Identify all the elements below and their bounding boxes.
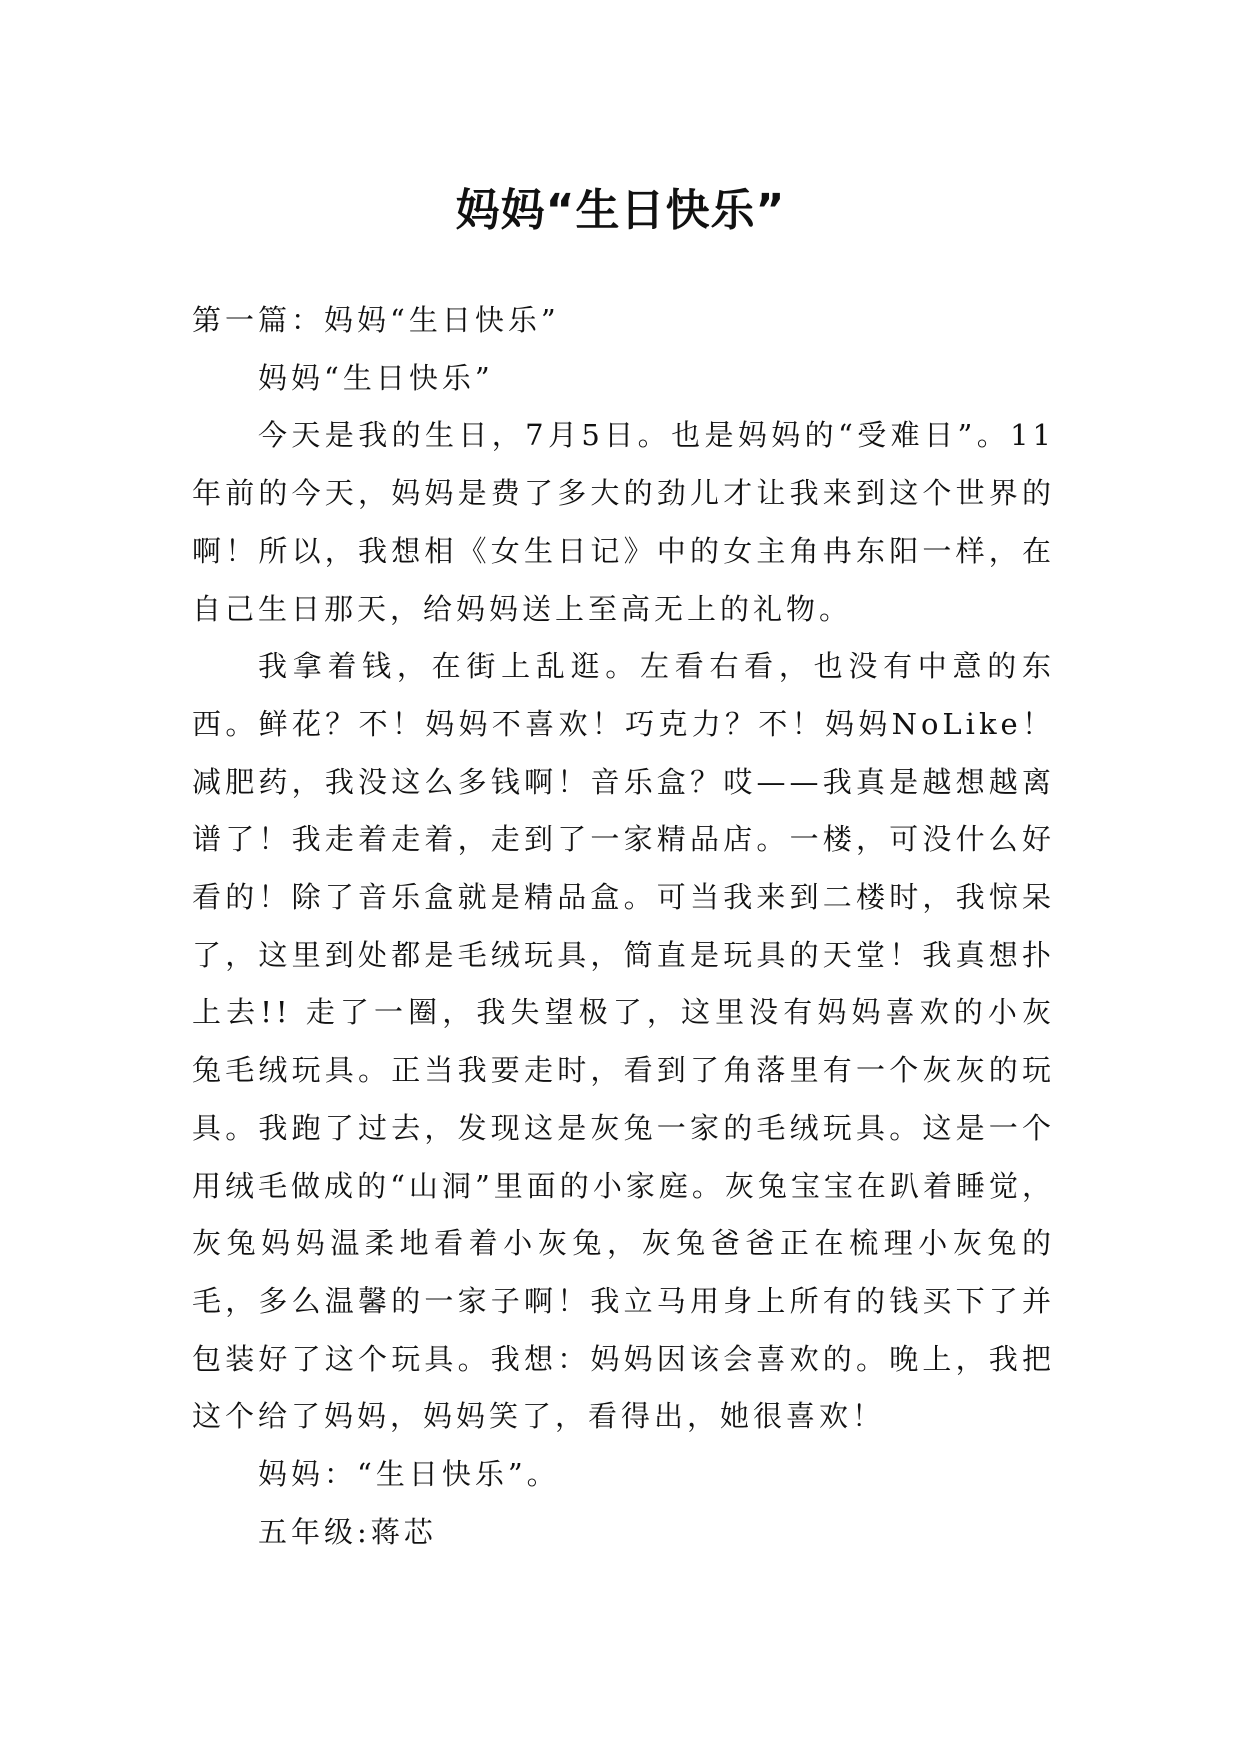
document-body	[192, 292, 1055, 1561]
author-signature: 五年级:蒋芯	[258, 1514, 437, 1549]
paragraph-2: 我拿着钱，在街上乱逛。左看右看，也没有中意的东西。鲜花？不！妈妈不喜欢！巧克力？不！妈妈NoLike！减肥药，我没这么多钱啊！音乐盒？哎——我真是越想越离谱了！我走着走着，走到了一家精品店。一楼，可没什么好看的！除了音乐盒就是精品盒。可当我来到二楼时，我惊呆了，这里到处都是毛绒玩具，简直是玩具的天堂！我真想扑上去!! 走了一圈，我失望极了，这里没有妈妈喜欢的小灰兔毛绒玩具。正当我要走时，看到了角落里有一个灰灰的玩具。我跑了过去，发现这是灰兔一家的毛绒玩具。这是一个用绒毛做成的“山洞”里面的小家庭。灰兔宝宝在趴着睡觉，灰兔妈妈温柔地看着小灰兔，灰兔爸爸正在梳理小灰兔的毛，多么温馨的一家子啊！我立马用身上所有的钱买下了并包装好了这个玩具。我想：妈妈因该会喜欢的。晚上，我把这个给了妈妈，妈妈笑了，看得出，她很喜欢！	[192, 649, 1055, 1434]
paragraph-1: 今天是我的生日，7月5日。也是妈妈的“受难日”。11年前的今天，妈妈是费了多大的劲儿才让我来到这个世界的啊！所以，我想相《女生日记》中的女主角冉东阳一样，在自己生日那天，给妈妈送上至高无上的礼物。	[192, 418, 1055, 626]
essay-subtitle: 妈妈“生日快乐”	[258, 360, 494, 395]
section-heading: 第一篇：妈妈“生日快乐”	[192, 303, 560, 337]
document-title: 妈妈“生日快乐”	[455, 185, 786, 237]
closing-line: 妈妈：“生日快乐”。	[258, 1457, 560, 1492]
